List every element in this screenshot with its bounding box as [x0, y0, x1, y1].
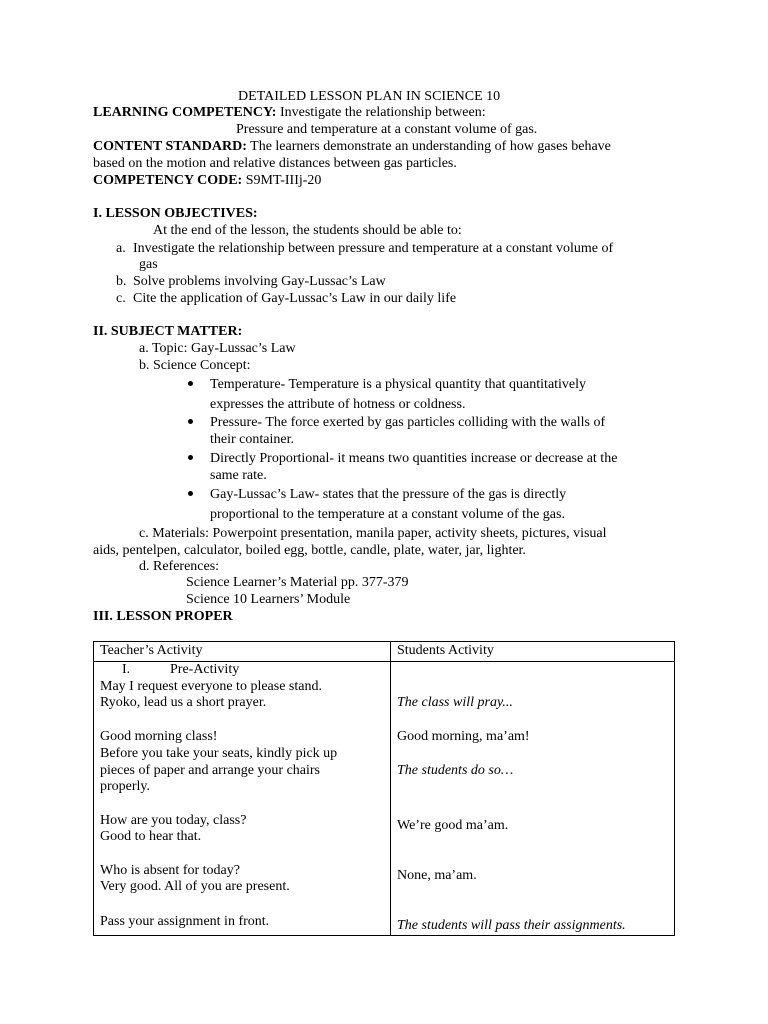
document-title: DETAILED LESSON PLAN IN SCIENCE 10: [238, 89, 501, 104]
content-standard-text-2: based on the motion and relative distances between gas particles.: [93, 156, 457, 171]
objective-marker-a: a.: [116, 241, 126, 256]
teacher-line: Pass your assignment in front.: [100, 914, 270, 929]
competency-code-label: COMPETENCY CODE:: [93, 173, 243, 188]
competency-code-value: S9MT-IIIj-20: [242, 173, 322, 188]
competency-code-line: [93, 172, 321, 189]
teacher-activity-header: Teacher’s Activity: [100, 643, 203, 658]
learning-competency-text-2: Pressure and temperature at a constant volume of gas.: [236, 122, 538, 137]
reference-item: Science Learner’s Material pp. 377-379: [186, 575, 409, 590]
teacher-line: pieces of paper and arrange your chairs: [100, 763, 321, 778]
science-concept-label: b. Science Concept:: [139, 358, 251, 373]
concept-directly-proportional: Directly Proportional- it means two quantities increase or decrease at the: [210, 451, 618, 466]
concept-gay-lussac: Gay-Lussac’s Law- states that the pressure of the gas is directly: [210, 487, 567, 502]
student-line: The students will pass their assignments.: [397, 918, 626, 933]
students-activity-header: Students Activity: [397, 643, 494, 658]
teacher-line: properly.: [100, 779, 151, 794]
objective-a-text-2: gas: [139, 257, 158, 272]
teacher-line: Very good. All of you are present.: [100, 879, 290, 894]
bullet-icon: [188, 419, 193, 424]
learning-competency-line: [93, 104, 486, 121]
learning-competency-text: Investigate the relationship between:: [276, 105, 486, 120]
teacher-line: Ryoko, lead us a short prayer.: [100, 695, 267, 710]
student-line: The class will pray...: [397, 695, 513, 710]
concept-directly-proportional-2: same rate.: [210, 468, 267, 483]
concept-gay-lussac-2: proportional to the temperature at a constant volume of the gas.: [210, 507, 565, 522]
content-standard-text: The learners demonstrate an understanding of how gases behave: [246, 139, 611, 154]
learning-competency-label: LEARNING COMPETENCY:: [93, 105, 277, 120]
table-column-divider: [390, 642, 391, 935]
student-line: Good morning, ma’am!: [397, 729, 530, 744]
topic-line: a. Topic: Gay-Lussac’s Law: [139, 341, 296, 356]
reference-item: Science 10 Learners’ Module: [186, 592, 351, 607]
objective-c-text: Cite the application of Gay-Lussac’s Law in our daily life: [133, 291, 457, 306]
student-line: The students do so…: [397, 763, 514, 778]
content-standard-line: [93, 138, 611, 155]
student-line: We’re good ma’am.: [397, 818, 509, 833]
objective-marker-c: c.: [116, 291, 126, 306]
teacher-line: May I request everyone to please stand.: [100, 679, 322, 694]
teacher-line: How are you today, class?: [100, 813, 247, 828]
section-title: Pre-Activity: [170, 662, 240, 677]
references-label: d. References:: [139, 559, 220, 574]
teacher-line: Good to hear that.: [100, 829, 202, 844]
teacher-line: Who is absent for today?: [100, 863, 240, 878]
bullet-icon: [188, 381, 193, 386]
teacher-line: Before you take your seats, kindly pick up: [100, 746, 338, 761]
teacher-line: Good morning class!: [100, 729, 218, 744]
subject-matter-heading: II. SUBJECT MATTER:: [93, 324, 243, 339]
content-standard-label: CONTENT STANDARD:: [93, 139, 247, 154]
lesson-proper-heading: III. LESSON PROPER: [93, 609, 233, 624]
concept-pressure-2: their container.: [210, 432, 294, 447]
objective-b-text: Solve problems involving Gay-Lussac’s Law: [133, 274, 386, 289]
objective-marker-b: b.: [116, 274, 127, 289]
bullet-icon: [188, 455, 193, 460]
materials-line: c. Materials: Powerpoint presentation, manila paper, activity sheets, pictures, visual: [139, 526, 607, 541]
concept-pressure: Pressure- The force exerted by gas particles colliding with the walls of: [210, 415, 606, 430]
concept-temperature-2: expresses the attribute of hotness or coldness.: [210, 397, 466, 412]
materials-line-2: aids, pentelpen, calculator, boiled egg, bottle, candle, plate, water, jar, lighter.: [93, 543, 526, 558]
section-number: I.: [122, 662, 131, 677]
objective-a-text: Investigate the relationship between pressure and temperature at a constant volume of: [133, 241, 614, 256]
student-line: None, ma’am.: [397, 868, 477, 883]
bullet-icon: [188, 491, 193, 496]
objectives-intro: At the end of the lesson, the students should be able to:: [153, 223, 462, 238]
objectives-heading: I. LESSON OBJECTIVES:: [93, 206, 258, 221]
concept-temperature: Temperature- Temperature is a physical quantity that quantitatively: [210, 377, 587, 392]
